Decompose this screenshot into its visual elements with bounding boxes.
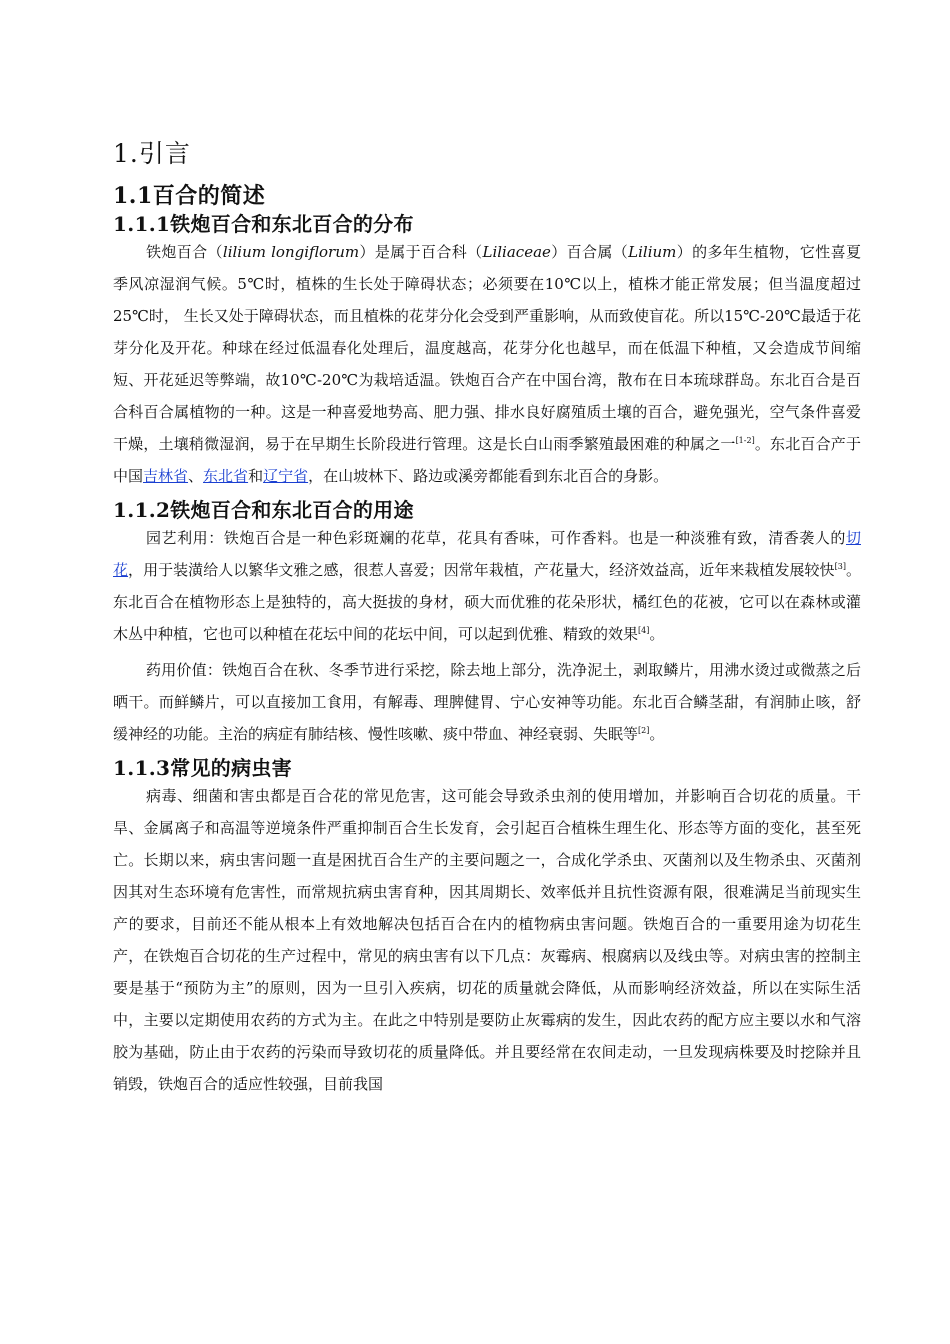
text: 、 [188,467,204,485]
text: 。东北百合产于中国 [113,435,861,485]
text: ，在山坡林下、路边或溪旁都能看到东北百合的身影。 [308,467,669,485]
text: ）是属于百合科（ [359,243,483,261]
paragraph-horticulture [113,522,861,650]
latin-name: Liliaceae [482,243,551,261]
paragraph-pests: 病毒、细菌和害虫都是百合花的常见危害，这可能会导致杀虫剂的使用增加，并影响百合切花的质量。干旱、金属离子和高温等逆境条件严重抑制百合生长发育，会引起百合植株生理生化、形态等方面的变化，甚至死亡。长期以来，病虫害问题一直是困扰百合生产的主要问题之一，合成化学杀虫、灭菌剂以及生物杀虫、灭菌剂因其对生态环境有危害性，而常规抗病虫害育种，因其周期长、效率低并且抗性资源有限，很难满足当前现实生产的要求，目前还不能从根本上有效地解决包括百合在内的植物病虫害问题。铁炮百合的一重要用途为切花生产，在铁炮百合切花的生产过程中，常见的病虫害有以下几点：灰霉病、根腐病以及线虫等。对病虫害的控制主要是基于“预防为主”的原则，因为一旦引入疾病，切花的质量就会降低，从而影响经济效益，所以在实际生活中，主要以定期使用农药的方式为主。在此之中特别是要防止灰霉病的发生，因此农药的配方应主要以水和气溶胶为基础，防止由于农药的污染而导致切花的质量降低。并且要经常在农间走动，一旦发现病株要及时挖除并且销毁，铁炮百合的适应性较强，目前我国 [113,787,861,1093]
text: 园艺利用：铁炮百合是一种色彩斑斓的花草，花具有香味，可作香料。也是一种淡雅有致，清香袭人的 [146,529,846,547]
paragraph-distribution [113,236,861,492]
citation: [3] [834,562,846,571]
latin-name: Lilium [628,243,677,261]
citation: [4] [638,626,650,635]
text: 。 [649,725,665,743]
subsection-title-pests: 1.1.3常见的病虫害 [113,756,292,780]
chapter-title: 1.引言 [113,139,191,168]
citation: [1-2] [735,436,755,445]
text: 。东北百合在植物形态上是独特的，高大挺拔的身材，硕大而优雅的花朵形状，橘红色的花被，它可以在森林或灌木丛中种植，它也可以种植在花坛中间的花坛中间，可以起到优雅、精致的效果 [113,561,861,643]
text: ，用于装潢给人以繁华文雅之感，很惹人喜爱；因常年栽植，产花量大，经济效益高，近年来栽植发展较快 [128,561,835,579]
text: ）百合属（ [550,243,629,261]
text: 铁炮百合（ [146,243,223,261]
link-liaoning[interactable]: 辽宁省 [263,467,309,485]
text: 。 [649,625,665,643]
subsection-title-uses: 1.1.2铁炮百合和东北百合的用途 [113,498,414,522]
link-jilin[interactable]: 吉林省 [143,467,189,485]
paragraph-medicinal [113,654,861,750]
subsection-title-distribution: 1.1.1铁炮百合和东北百合的分布 [113,212,414,236]
section-title: 1.1百合的简述 [113,183,266,209]
link-cut-flower[interactable]: 切花 [113,529,861,579]
text: ）的多年生植物，它性喜夏季风凉湿润气候。5℃时，植株的生长处于障碍状态；必须要在10℃以上，植株才能正常发展；但当温度超过25℃时， 生长又处于障碍状态，而且植株的花芽分化会受到严重影响，从而致使盲花。所以15℃-20℃最适于花芽分化及开花。种球在经过低温春化处理后，温度越高，花芽分化也越早，而在低温下种植，又会造成节间缩短、开花延迟等弊端，故10℃-20℃为栽培适温。铁炮百合产在中国台湾，散布在日本琉球群岛。东北百合是百合科百合属植物的一种。这是一种喜爱地势高、肥力强、排水良好腐殖质土壤的百合，避免强光，空气条件喜爱干燥，土壤稍微湿润，易于在早期生长阶段进行管理。这是长白山雨季繁殖最困难的种属之一 [113,243,861,453]
text: 和 [248,467,264,485]
link-dongbei[interactable]: 东北省 [203,467,249,485]
document-body [113,128,861,1100]
citation: [2] [638,726,650,735]
text: 药用价值：铁炮百合在秋、冬季节进行采挖，除去地上部分，洗净泥土，剥取鳞片，用沸水烫过或微蒸之后晒干。而鲜鳞片，可以直接加工食用，有解毒、理脾健胃、宁心安神等功能。东北百合鳞茎甜，有润肺止咳，舒缓神经的功能。主治的病症有肺结核、慢性咳嗽、痰中带血、神经衰弱、失眠等 [113,661,861,743]
latin-name: lilium longiflorum [222,243,360,261]
